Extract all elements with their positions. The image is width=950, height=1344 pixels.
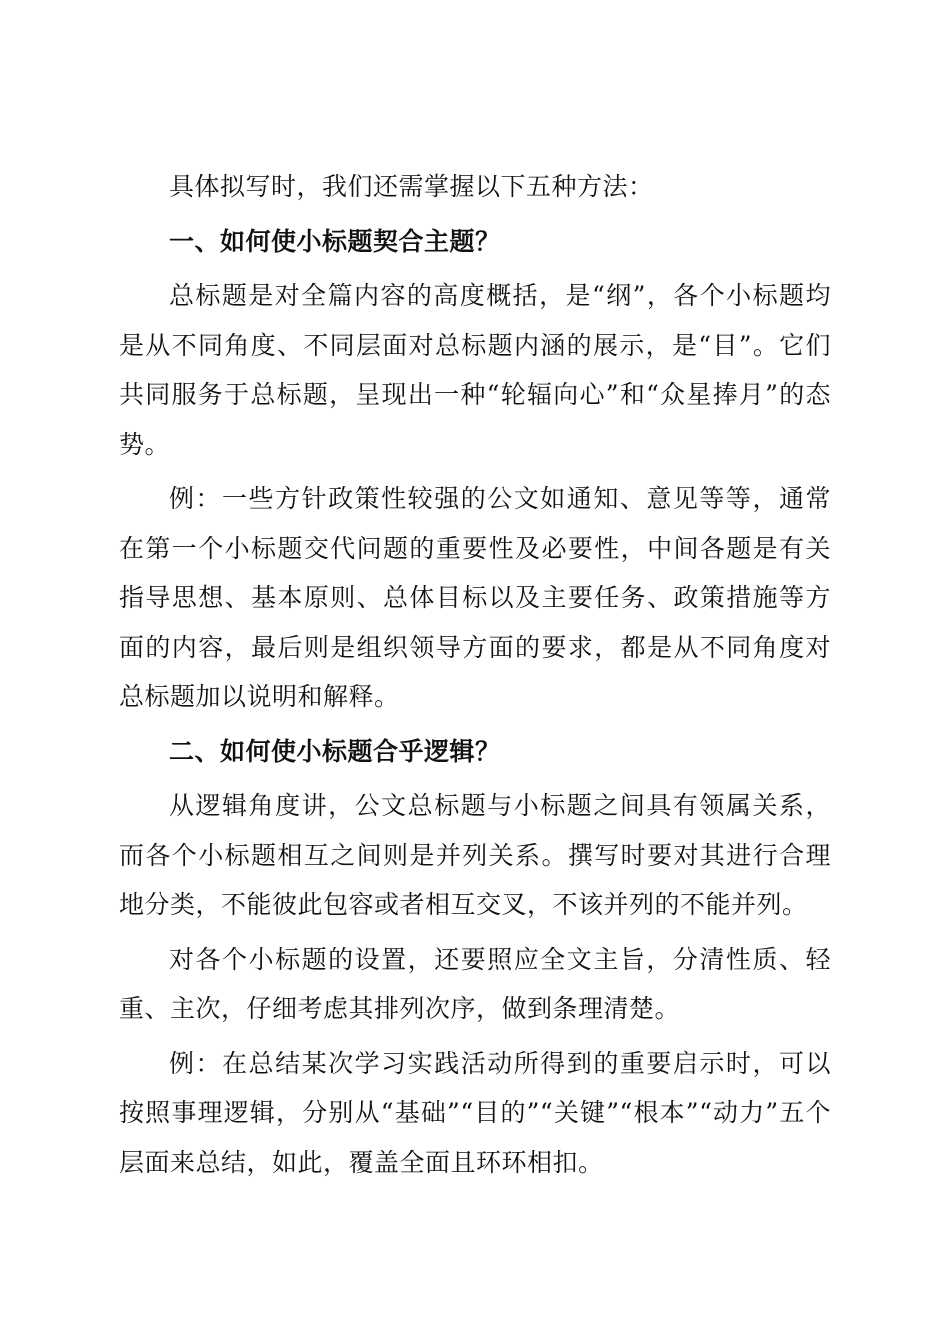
section-2-paragraph-2: 对各个小标题的设置，还要照应全文主旨，分清性质、轻重、主次，仔细考虑其排列次序，做到条理清楚。	[119, 944, 831, 1023]
intro-paragraph: 具体拟写时，我们还需掌握以下五种方法：	[169, 172, 654, 201]
document-body	[119, 162, 831, 1192]
section-1-paragraph: 总标题是对全篇内容的高度概括，是“纲”，各个小标题均是从不同角度、不同层面对总标题内涵的展示，是“目”。它们共同服务于总标题，呈现出一种“轮辐向心”和“众星捧月”的态势。	[119, 281, 831, 459]
section-1-heading: 一、如何使小标题契合主题？	[169, 226, 501, 256]
section-2-heading: 二、如何使小标题合乎逻辑？	[169, 736, 501, 766]
section-2-paragraph-1: 从逻辑角度讲，公文总标题与小标题之间具有领属关系，而各个小标题相互之间则是并列关系。撰写时要对其进行合理地分类，不能彼此包容或者相互交叉，不该并列的不能并列。	[119, 791, 831, 919]
section-1-example: 例：一些方针政策性较强的公文如通知、意见等等，通常在第一个小标题交代问题的重要性及必要性，中间各题是有关指导思想、基本原则、总体目标以及主要任务、政策措施等方面的内容，最后则是组织领导方面的要求，都是从不同角度对总标题加以说明和解释。	[119, 484, 831, 711]
section-2-example: 例：在总结某次学习实践活动所得到的重要启示时，可以按照事理逻辑，分别从“基础”“目的”“关键”“根本”“动力”五个层面来总结，如此，覆盖全面且环环相扣。	[119, 1048, 831, 1177]
